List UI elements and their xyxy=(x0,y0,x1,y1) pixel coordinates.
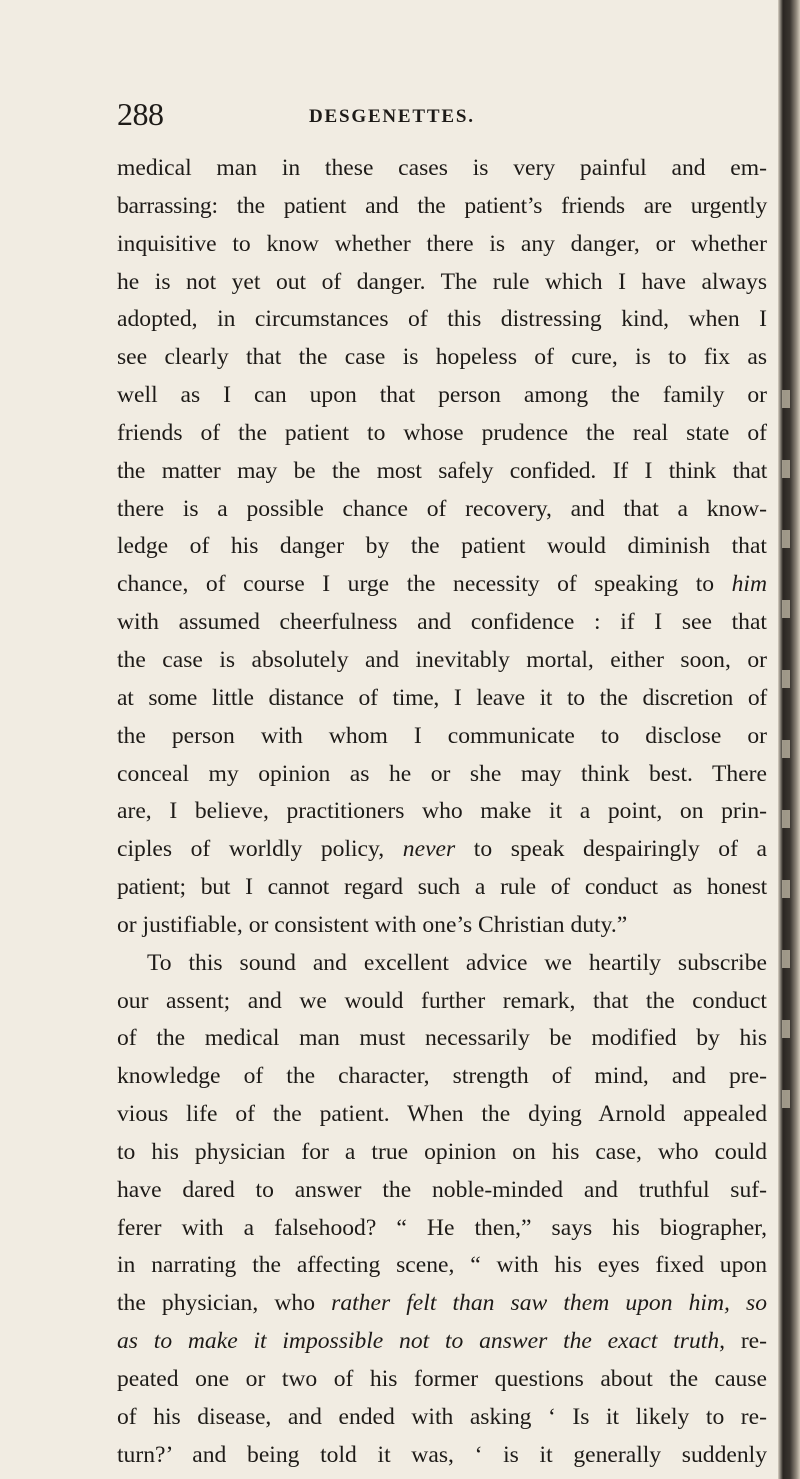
text-line: inquisitive to know whether there is any danger, or whether xyxy=(117,230,767,257)
text-line: our assent; and we would further remark, that the conduct xyxy=(117,987,767,1014)
text-segment: “ with his eyes fixed upon xyxy=(470,1252,767,1279)
running-head: DESGENETTES. xyxy=(309,106,475,127)
page-edge-shadow xyxy=(778,0,800,1479)
text-segment: to speak despairingly of a xyxy=(473,836,767,863)
text-line: ledge of his danger by the patient would diminish that xyxy=(117,533,767,560)
text-line: the case is absolutely and inevitably mortal, either soon, or xyxy=(117,646,767,673)
text-line xyxy=(117,1210,767,1248)
text-line: the matter may be the most safely confided. If I think that xyxy=(117,457,767,484)
text-segment: “ He then,” says his biographer, xyxy=(396,1214,767,1241)
text-line: of the medical man must necessarily be modified by his xyxy=(117,1025,767,1052)
text-line: conceal my opinion as he or she may think best. There xyxy=(117,760,767,787)
text-line xyxy=(117,1247,767,1285)
text-line: the person with whom I communicate to disclose or xyxy=(117,722,767,749)
text-segment: in narrating the affecting scene, xyxy=(117,1252,455,1279)
text-line: barrassing: the patient and the patient’s friends are urgently xyxy=(117,192,767,219)
italic-word: him xyxy=(731,571,767,598)
text-line xyxy=(117,1285,767,1323)
text-line: turn?’ and being told it was, ‘ is it generally suddenly xyxy=(117,1441,767,1468)
text-segment: the physician, who xyxy=(117,1290,316,1317)
text-line: adopted, in circumstances of this distressing kind, when I xyxy=(117,306,767,333)
italic-phrase: rather felt than saw them upon him, so xyxy=(331,1290,768,1317)
text-line: or justifiable, or consistent with one’s Christian duty.” xyxy=(117,911,628,938)
italic-phrase: as to make it impossible not to answer the exact truth, xyxy=(117,1328,726,1355)
italic-word: never xyxy=(402,836,456,863)
text-segment: chance, of course I urge the necessity of speaking to xyxy=(117,571,715,598)
body-text xyxy=(117,150,767,1475)
text-line: peated one or two of his former questions about the cause xyxy=(117,1366,767,1392)
text-line: friends of the patient to whose prudence the real state of xyxy=(117,419,767,446)
text-line: with assumed cheerfulness and confidence : if I see that xyxy=(117,609,767,636)
text-line: there is a possible chance of recovery, and that a know- xyxy=(117,495,767,522)
page-number: 288 xyxy=(117,96,164,132)
text-line: at some little distance of time, I leave it to the discretion of xyxy=(117,684,767,711)
text-line: To this sound and excellent advice we heartily subscribe xyxy=(147,949,767,976)
text-line: knowledge of the character, strength of mind, and pre- xyxy=(117,1063,767,1090)
text-segment: ciples of worldly policy, xyxy=(117,836,385,863)
text-line: well as I can upon that person among the family or xyxy=(117,382,767,409)
text-line: patient; but I cannot regard such a rule of conduct as honest xyxy=(117,874,767,901)
text-line xyxy=(117,1323,767,1361)
page-header xyxy=(117,96,767,136)
text-line: of his disease, and ended with asking ‘ Is it likely to re- xyxy=(117,1403,767,1430)
text-line: are, I believe, practitioners who make it a point, on prin- xyxy=(117,798,767,825)
text-segment: ferer with a falsehood? xyxy=(117,1214,377,1241)
text-line: medical man in these cases is very painful and em- xyxy=(117,155,767,181)
text-segment: re- xyxy=(740,1328,767,1355)
text-line xyxy=(117,831,767,869)
text-line: he is not yet out of danger. The rule which I have always xyxy=(117,268,767,295)
text-line: have dared to answer the noble-minded and truthful suf- xyxy=(117,1176,767,1203)
text-line: to his physician for a true opinion on his case, who could xyxy=(117,1138,767,1165)
text-line xyxy=(117,566,767,604)
next-page-edge xyxy=(782,300,796,1200)
text-line: vious life of the patient. When the dying Arnold appealed xyxy=(117,1101,767,1128)
text-line: see clearly that the case is hopeless of cure, is to fix as xyxy=(117,344,767,371)
